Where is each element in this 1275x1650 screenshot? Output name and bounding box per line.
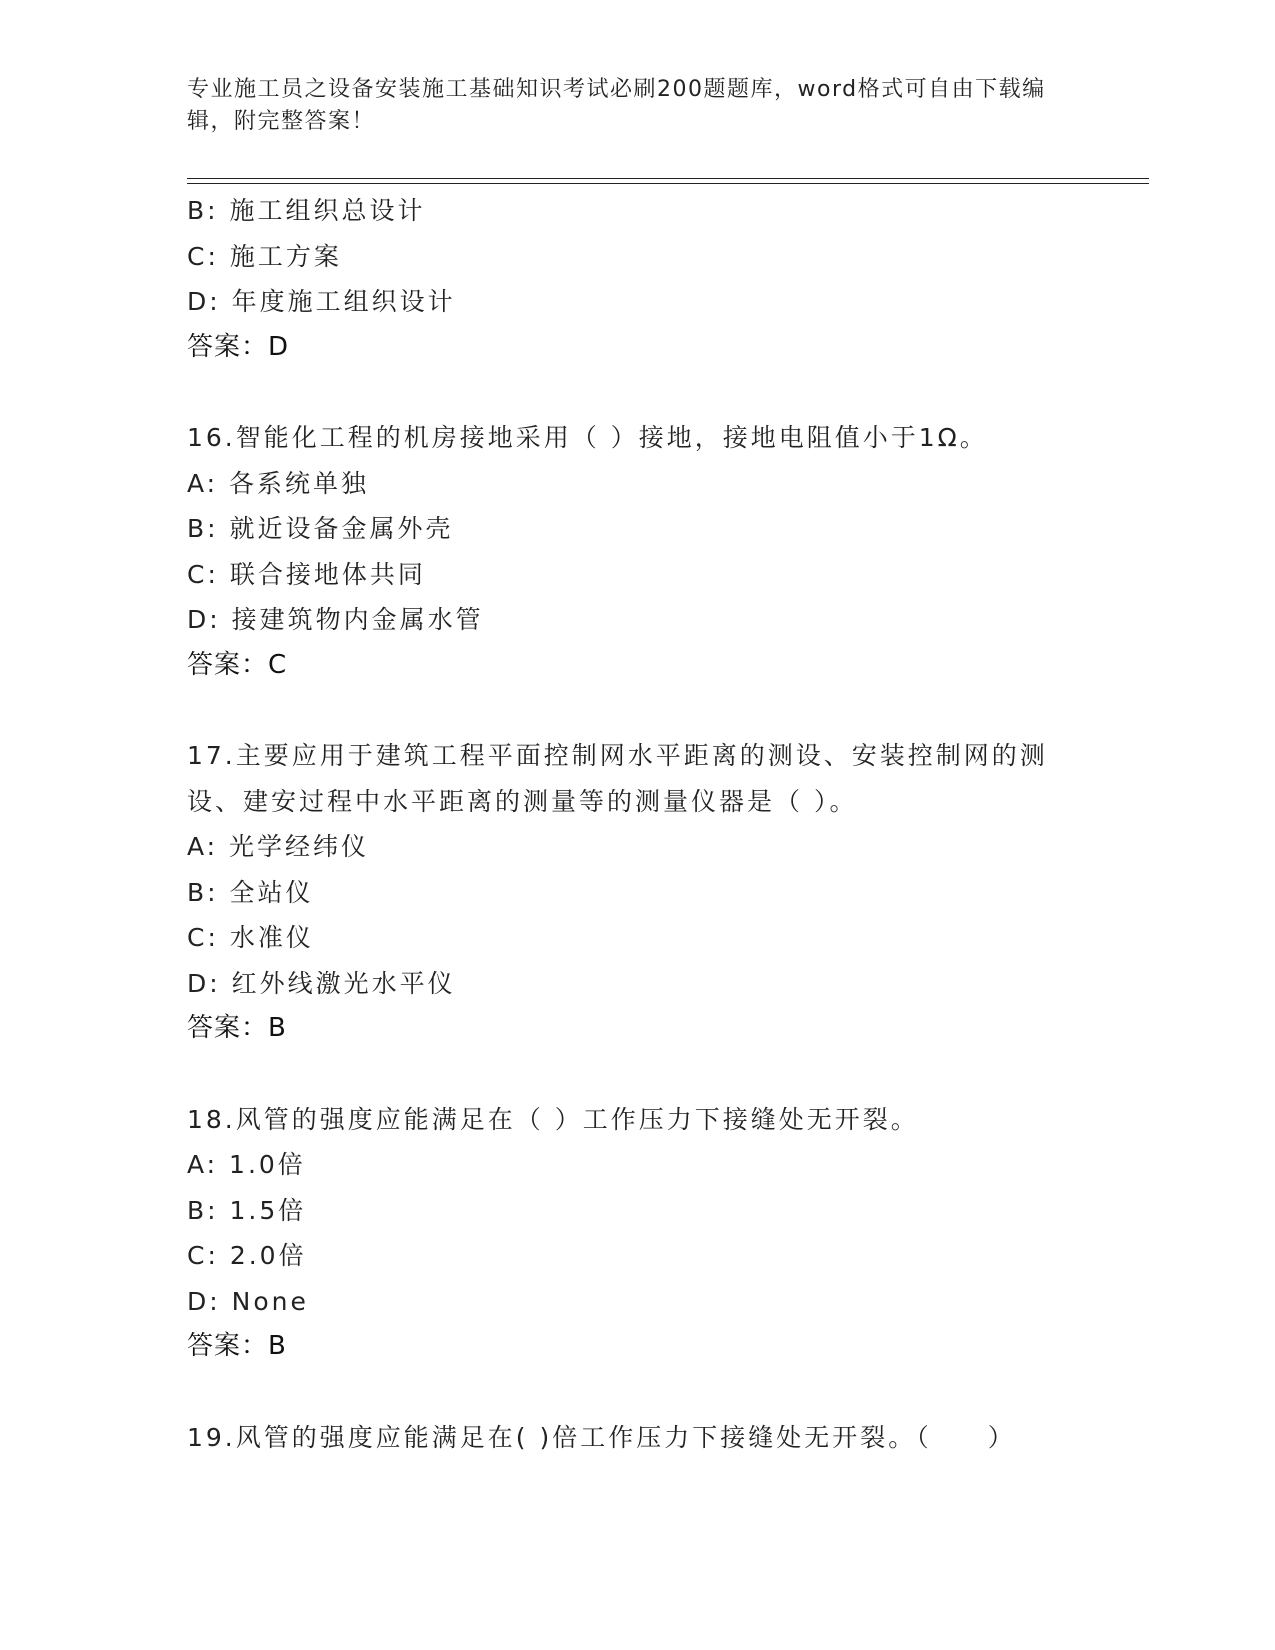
question-stem: 17.主要应用于建筑工程平面控制网水平距离的测设、安装控制网的测设、建安过程中水平距离的测量等的测量仪器是（ ）。 bbox=[187, 741, 1048, 816]
question-17 bbox=[187, 733, 1087, 1052]
question-stem: 16.智能化工程的机房接地采用（ ）接地，接地电阻值小于1Ω。 bbox=[187, 423, 988, 452]
question-19 bbox=[187, 1415, 1087, 1461]
spacer bbox=[187, 1370, 1087, 1415]
answer-line: 答案：D bbox=[187, 331, 290, 362]
option-a: A: 光学经纬仪 bbox=[187, 832, 370, 861]
question-stem: 19.风管的强度应能满足在( )倍工作压力下接缝处无开裂。（ ） bbox=[187, 1422, 1016, 1452]
option-c: C: 联合接地体共同 bbox=[187, 559, 426, 589]
option-d: D: None bbox=[187, 1286, 309, 1316]
question-16 bbox=[187, 415, 1087, 688]
question-18 bbox=[187, 1097, 1087, 1370]
answer-line: 答案：B bbox=[187, 1013, 287, 1043]
option-c: C: 2.0倍 bbox=[187, 1241, 307, 1270]
header-rule-top bbox=[187, 178, 1149, 179]
option-b: B: 施工组织总设计 bbox=[187, 196, 426, 225]
answer-line: 答案：B bbox=[187, 1331, 287, 1361]
option-a: A: 各系统单独 bbox=[187, 468, 370, 498]
option-c: C: 施工方案 bbox=[187, 241, 342, 271]
option-d: D: 接建筑物内金属水管 bbox=[187, 605, 484, 634]
page-header: 专业施工员之设备安装施工基础知识考试必刷200题题库，word格式可自由下载编辑，附完整答案！ bbox=[187, 77, 1046, 134]
spacer bbox=[187, 370, 1087, 415]
header-rule-bottom bbox=[187, 183, 1149, 184]
carryover-options bbox=[187, 188, 1087, 370]
question-stem: 18.风管的强度应能满足在（ ）工作压力下接缝处无开裂。 bbox=[187, 1104, 919, 1134]
spacer bbox=[187, 688, 1087, 733]
option-b: B: 1.5倍 bbox=[187, 1195, 307, 1225]
option-b: B: 全站仪 bbox=[187, 877, 314, 907]
question-content bbox=[187, 188, 1087, 1460]
answer-line: 答案：C bbox=[187, 649, 288, 680]
spacer bbox=[187, 1052, 1087, 1097]
option-b: B: 就近设备金属外壳 bbox=[187, 514, 454, 543]
option-c: C: 水准仪 bbox=[187, 923, 314, 952]
option-d: D: 年度施工组织设计 bbox=[187, 287, 456, 316]
option-d: D: 红外线激光水平仪 bbox=[187, 968, 456, 998]
option-a: A: 1.0倍 bbox=[187, 1150, 306, 1179]
